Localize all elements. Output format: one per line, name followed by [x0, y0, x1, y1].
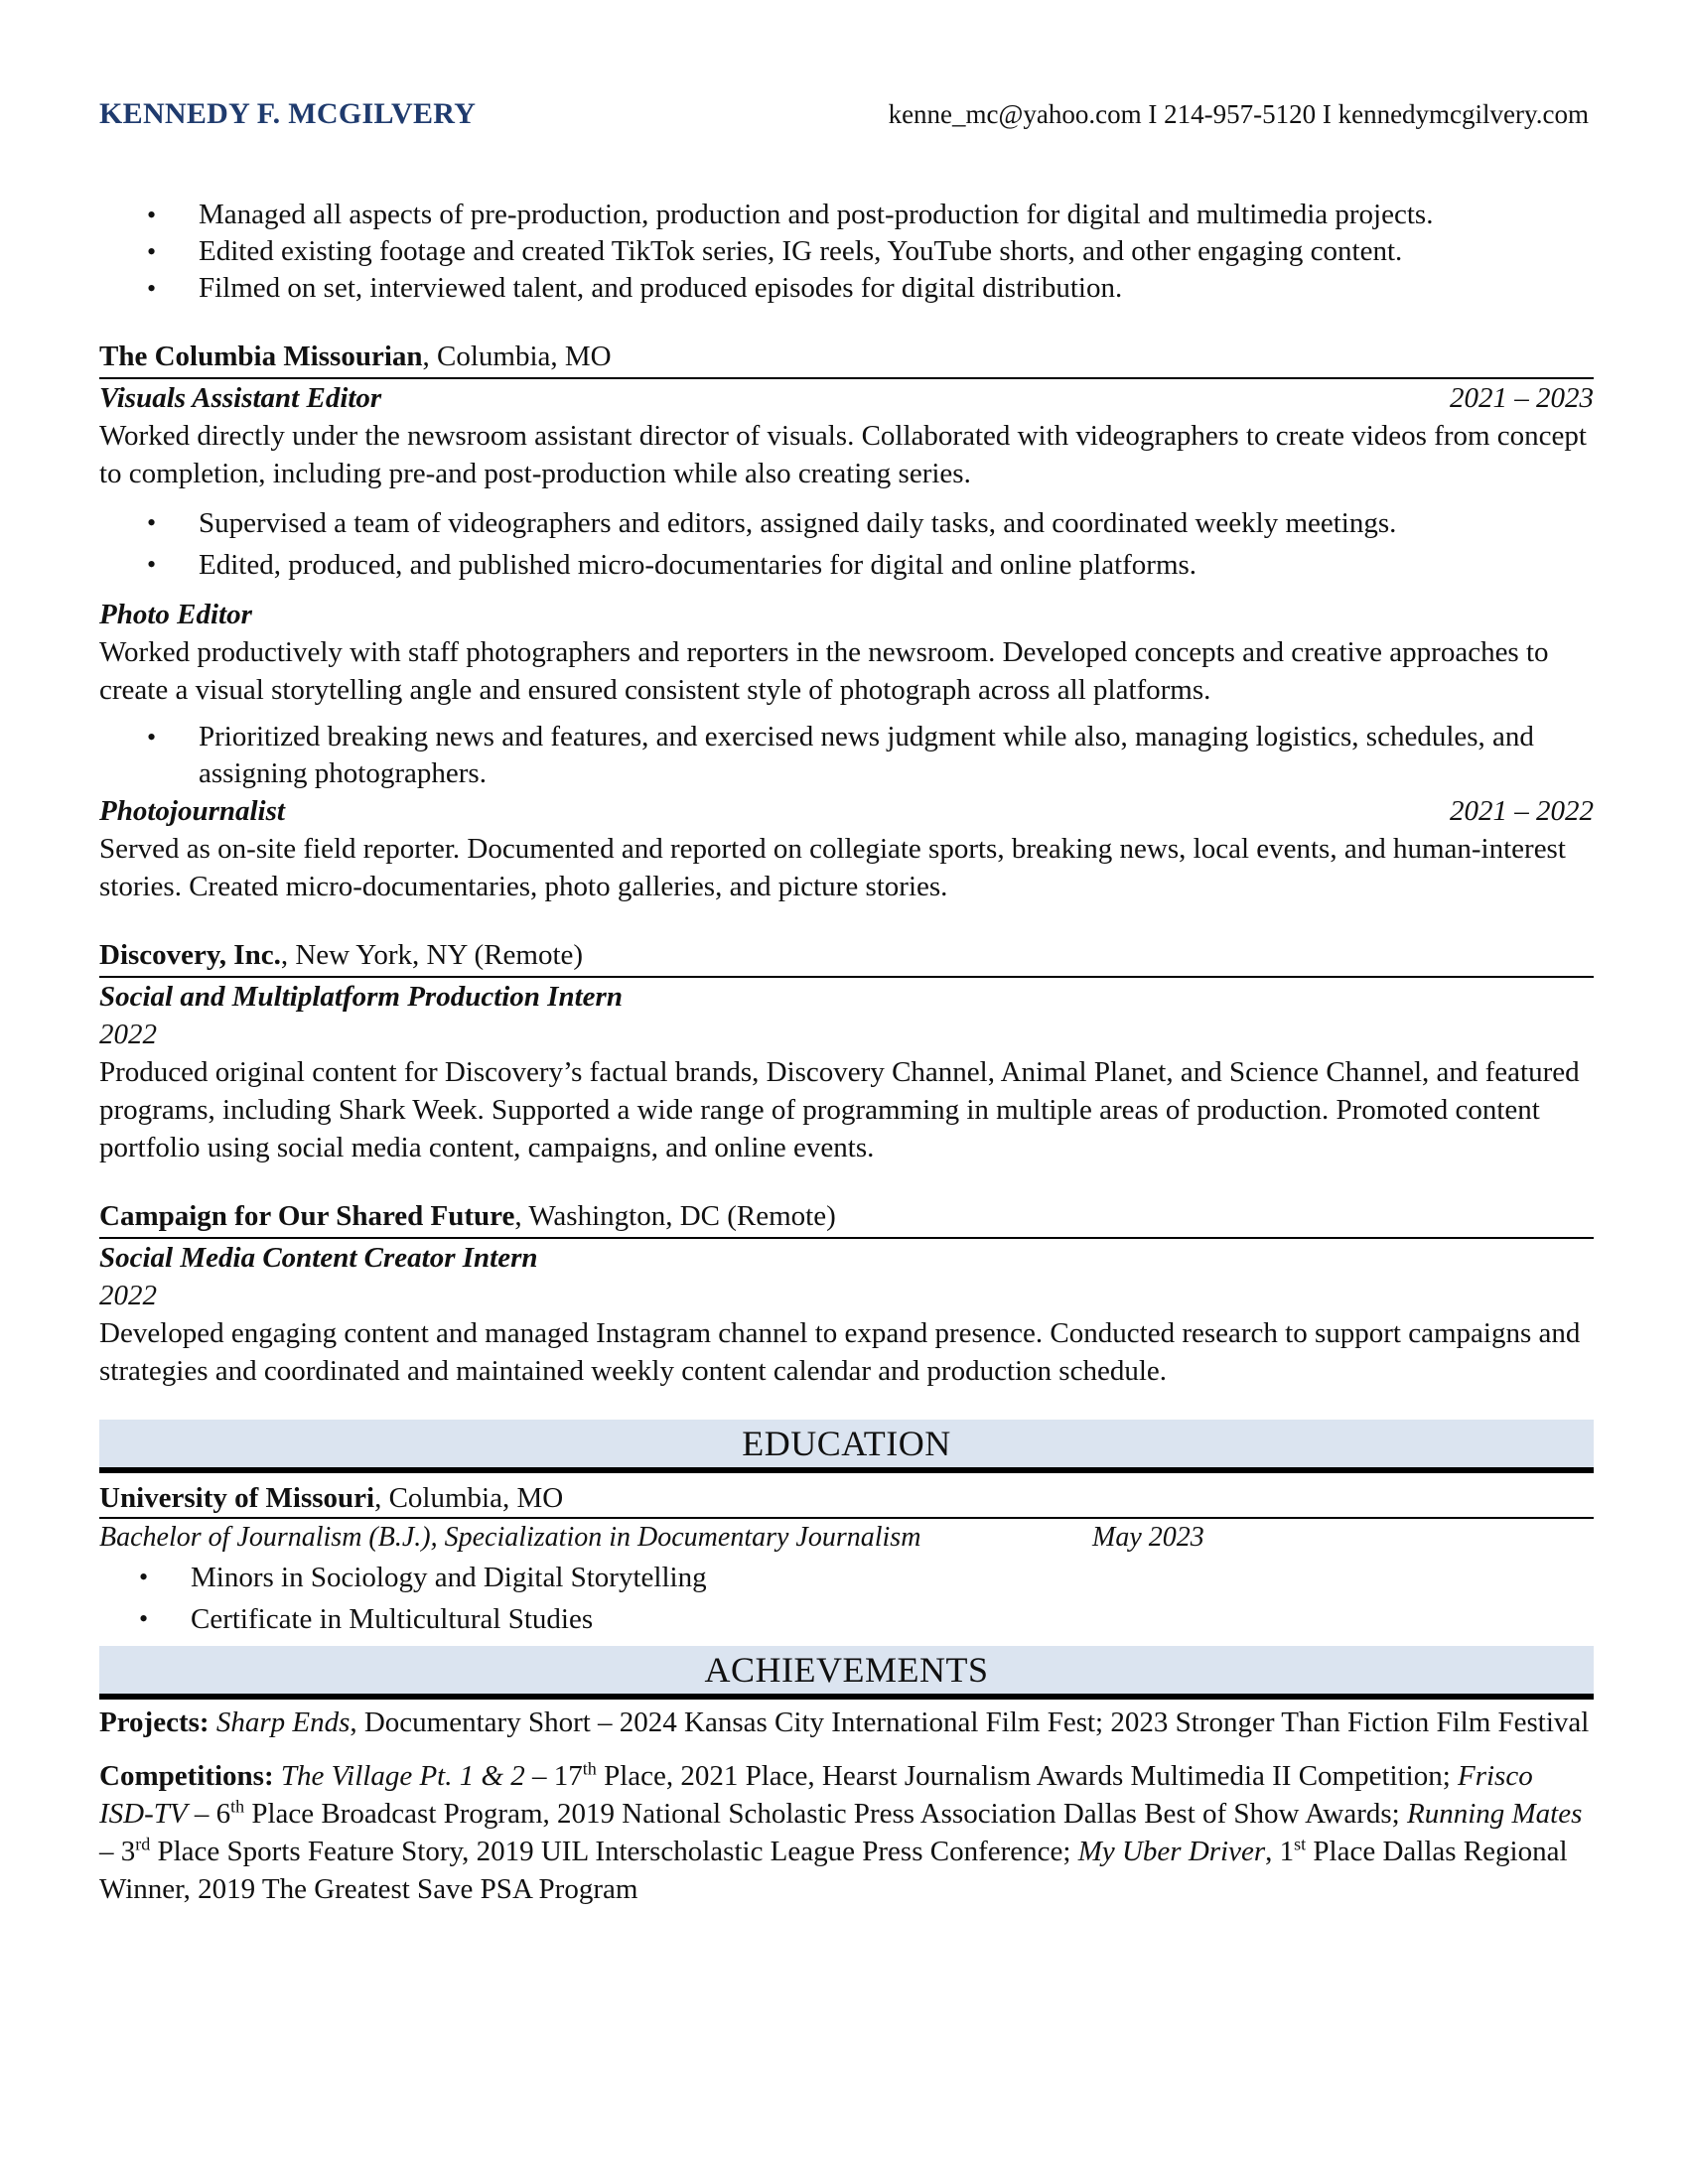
projects-text: , Documentary Short – 2024 Kansas City International Film Fest; 2023 Stronger Than Fiction Film Festival [350, 1706, 1590, 1738]
role-bullets [99, 502, 1594, 586]
competition-title: Frisco ISD-TV [99, 1760, 1533, 1830]
resume-header [99, 97, 1589, 137]
candidate-name: KENNEDY F. MCGILVERY [99, 97, 477, 130]
competition-text: Place Sports Feature Story, 2019 UIL Interscholastic League Press Conference; [150, 1836, 1078, 1867]
list-item: • Managed all aspects of pre-production, production and post-production for digital and multimedia projects. [199, 197, 1594, 233]
role-row [99, 792, 1594, 830]
competition-text: Place Broadcast Program, 2019 National Scholastic Press Association Dallas Best of Show Awards; [244, 1798, 1407, 1830]
achievement-projects [99, 1704, 1594, 1741]
school-name: University of Missouri [99, 1482, 375, 1514]
projects-title: Sharp Ends [215, 1706, 351, 1738]
competition-text: – 3 [99, 1836, 136, 1867]
role-title: Social and Multiplatform Production Intern [99, 981, 623, 1013]
list-item: • Prioritized breaking news and features, and exercised news judgment while also, managing logistics, schedules, and assigning photographers. [199, 719, 1594, 792]
org-name: Discovery, Inc. [99, 939, 281, 971]
degree-date: May 2023 [1092, 1522, 1204, 1553]
role-dates: 2021 – 2022 [1450, 795, 1594, 827]
role-row [99, 1239, 1594, 1277]
role-description: Worked directly under the newsroom assistant director of visuals. Collaborated with videographers to create videos from concept to completion, including pre-and post-production while also creating series. [99, 420, 1587, 489]
competition-text: – 17 [524, 1760, 583, 1792]
competition-title: The Village Pt. 1 & 2 [280, 1760, 525, 1792]
role-title: Social Media Content Creator Intern [99, 1242, 538, 1274]
ordinal-suffix: st [1294, 1834, 1307, 1854]
list-item: • Minors in Sociology and Digital Storytelling [191, 1557, 1594, 1598]
list-item: • Filmed on set, interviewed talent, and produced episodes for digital distribution. [199, 270, 1594, 307]
role-row [99, 596, 1594, 633]
competition-text: , 1 [1265, 1836, 1295, 1867]
achievement-competitions [99, 1757, 1594, 1908]
ordinal-suffix: th [230, 1796, 245, 1817]
role-description: Served as on-site field reporter. Documented and reported on collegiate sports, breaking news, local events, and human-interest stories. Created micro-documentaries, photo galleries, and picture stories. [99, 833, 1566, 902]
role-title: Photo Editor [99, 599, 252, 630]
org-location: , Washington, DC (Remote) [514, 1200, 836, 1232]
role-description: Produced original content for Discovery’s factual brands, Discovery Channel, Animal Planet, and Science Channel, and featured programs, including Shark Week. Supported a wide range of programming in multiple areas of production. Promoted content portfolio using social media content, campaigns, and online events. [99, 1056, 1580, 1163]
org-name: Campaign for Our Shared Future [99, 1200, 515, 1232]
org-missourian [99, 339, 1594, 379]
role-year: 2022 [99, 1280, 157, 1311]
org-campaign [99, 1198, 1594, 1239]
competitions-label: Competitions: [99, 1760, 274, 1792]
org-location: , Columbia, MO [422, 341, 612, 372]
role-title: Photojournalist [99, 795, 285, 827]
role-row [99, 978, 1594, 1016]
list-item: • Certificate in Multicultural Studies [191, 1598, 1594, 1640]
role-row [99, 379, 1594, 417]
role-year: 2022 [99, 1019, 157, 1050]
education-school [99, 1479, 1594, 1517]
degree-title: Bachelor of Journalism (B.J.), Specialization in Documentary Journalism [99, 1522, 921, 1553]
competition-text: Place Dallas Regional Winner, 2019 The Greatest Save PSA Program [99, 1836, 1568, 1905]
org-discovery [99, 937, 1594, 978]
resume-content [99, 197, 1594, 1908]
section-heading-achievements: ACHIEVEMENTS [99, 1646, 1594, 1700]
projects-label: Projects: [99, 1706, 210, 1738]
org-name: The Columbia Missourian [99, 341, 423, 372]
degree-row [99, 1517, 1594, 1557]
contact-info: kenne_mc@yahoo.com I 214-957-5120 I kennedymcgilvery.com [888, 99, 1589, 129]
competition-text: Place, 2021 Place, Hearst Journalism Awards Multimedia II Competition; [596, 1760, 1458, 1792]
role-bullets [99, 719, 1594, 792]
list-item: • Edited, produced, and published micro-documentaries for digital and online platforms. [199, 544, 1594, 586]
section-heading-education: EDUCATION [99, 1420, 1594, 1473]
ordinal-suffix: rd [135, 1834, 151, 1854]
competition-title: Running Mates [1407, 1798, 1583, 1830]
org-location: , New York, NY (Remote) [280, 939, 584, 971]
role-description: Worked productively with staff photographers and reporters in the newsroom. Developed concepts and creative approaches to create a visual storytelling angle and ensured consistent style of photograph across all platforms. [99, 636, 1549, 706]
list-item: • Edited existing footage and created TikTok series, IG reels, YouTube shorts, and other engaging content. [199, 233, 1594, 270]
competition-text: – 6 [187, 1798, 231, 1830]
ordinal-suffix: th [582, 1758, 597, 1779]
school-location: , Columbia, MO [374, 1482, 564, 1514]
education-bullets [99, 1557, 1594, 1640]
list-item: • Supervised a team of videographers and editors, assigned daily tasks, and coordinated weekly meetings. [199, 502, 1594, 544]
top-bullet-list [99, 197, 1594, 307]
role-dates: 2021 – 2023 [1450, 382, 1594, 414]
competition-title: My Uber Driver [1077, 1836, 1266, 1867]
role-title: Visuals Assistant Editor [99, 382, 382, 414]
role-description: Developed engaging content and managed Instagram channel to expand presence. Conducted research to support campaigns and strategies and coordinated and maintained weekly content calendar and production schedule. [99, 1317, 1581, 1387]
